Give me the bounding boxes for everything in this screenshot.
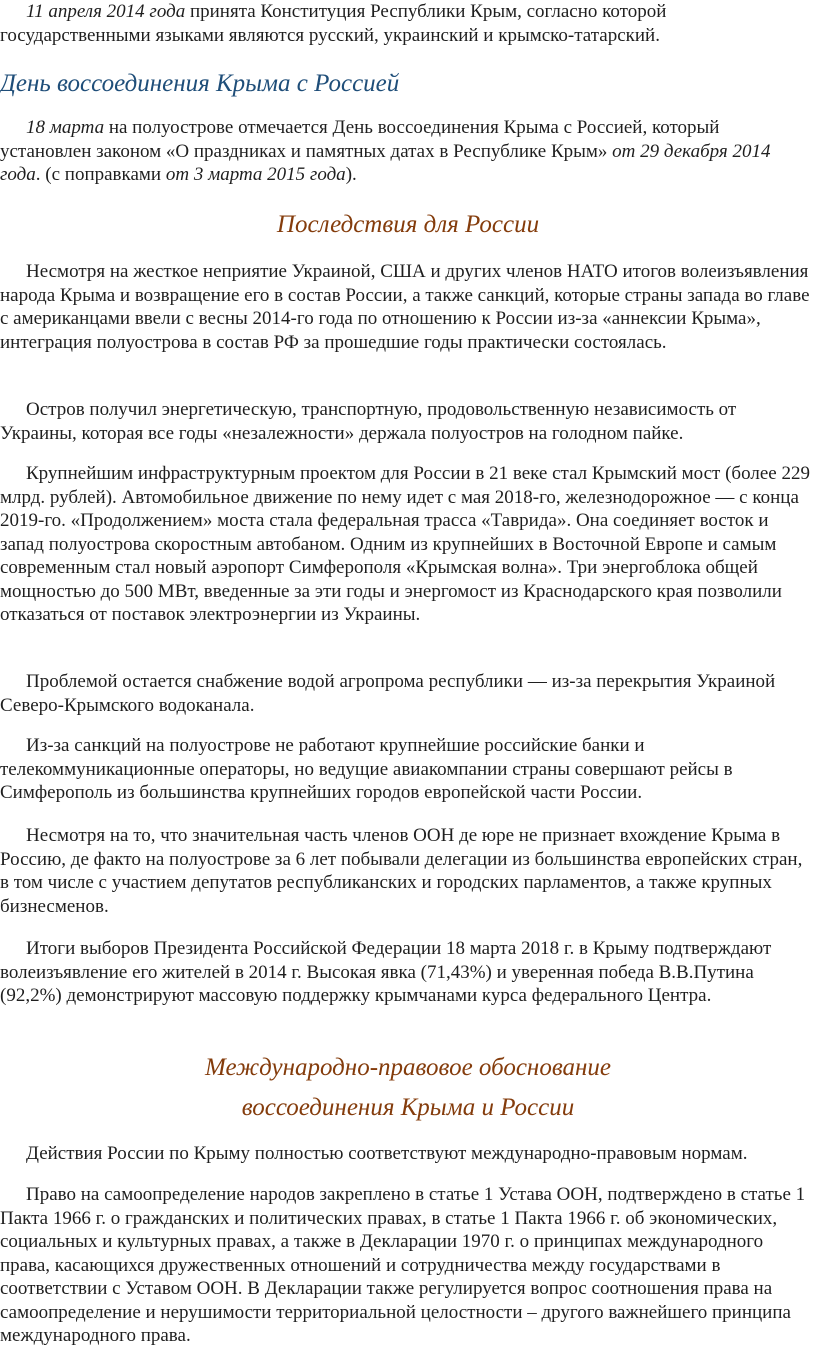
reunification-text-3: ). [345, 164, 357, 185]
reunification-date: 18 марта [26, 117, 105, 138]
reunification-paragraph [0, 116, 812, 187]
legal-paragraph-1: Действия России по Крыму полностью соответствуют международно-правовым нормам. [26, 1143, 748, 1164]
reunification-text-2: . (с поправками [35, 164, 166, 185]
consequences-paragraph-4: Проблемой остается снабжение водой агропрома республики — из-за перекрытия Украиной Северо-Крымского водоканала. [0, 671, 776, 716]
consequences-paragraph-6: Несмотря на то, что значительная часть членов ООН де юре не признает вхождение Крыма в Россию, де факто на полуострове за 6 лет побывали делегации из большинства европейских стран, в том числе с участием депутатов республиканских и городских парламентов, а также крупных бизнесменов. [0, 825, 803, 917]
amendment-date: от 3 марта 2015 года [165, 164, 346, 185]
consequences-paragraph-5: Из-за санкций на полуострове не работают крупнейшие российские банки и телекоммуникационные операторы, но ведущие авиакомпании страны совершают рейсы в Симферополь из большинства крупнейших городов европейской части России. [0, 735, 733, 803]
heading-reunification-day: День воссоединения Крыма с Россией [0, 70, 400, 97]
intro-paragraph [0, 0, 812, 47]
heading-consequences: Последствия для России [276, 211, 540, 238]
consequences-paragraph-3: Крупнейшим инфраструктурным проектом для России в 21 веке стал Крымский мост (более 229 млрд. рублей). Автомобильное движение по нему идет с мая 2018-го, железнодорожное — с конца 2019-го. «Продолжением» моста стала федеральная трасса «Таврида». Она соединяет восток и запад полуострова скоростным автобаном. Одним из крупнейших в Восточной Европе и самым современным стал новый аэропорт Симферополя «Крымская волна». Три энергоблока общей мощностью до 500 МВт, введенные за эти годы и энергомост из Краснодарского края позволили отказаться от поставок электроэнергии из Украины. [0, 463, 810, 625]
legal-paragraph-2: Право на самоопределение народов закреплено в статье 1 Устава ООН, подтверждено в статье 1 Пакта 1966 г. о гражданских и политических правах, в статье 1 Пакта 1966 г. об экономических, социальных и культурных правах, а также в Декларации 1970 г. о принципах международного права, касающихся дружественных отношений и сотрудничества между государствами в соответствии с Уставом ООН. В Декларации также регулируется вопрос соотношения права на самоопределение и нерушимости территориальной целостности – другого важнейшего принципа международного права. [0, 1184, 806, 1346]
law-date: от 29 декабря 2014 года [0, 140, 771, 185]
intro-date: 11 апреля 2014 года [26, 1, 186, 22]
consequences-paragraph-7: Итоги выборов Президента Российской Федерации 18 марта 2018 г. в Крыму подтверждают волеизъявление его жителей в 2014 г. Высокая явка (71,43%) и уверенная победа В.В.Путина (92,2%) демонстрируют массовую поддержку крымчанами курса федерального Центра. [0, 938, 772, 1006]
reunification-text-1: на полуострове отмечается День воссоединения Крыма с Россией, который установлен законом «О праздниках и памятных датах в Республике Крым» [0, 117, 720, 162]
consequences-paragraph-2: Остров получил энергетическую, транспортную, продовольственную независимость от Украины, которая все годы «незалежности» держала полуостров на голодном пайке. [0, 399, 737, 444]
heading-legal-basis-line-2: воссоединения Крыма и России [241, 1094, 575, 1121]
consequences-paragraph-1: Несмотря на жесткое неприятие Украиной, США и других членов НАТО итогов волеизъявления народа Крыма и возвращение его в состав России, а также санкций, которые страны запада во главе с американцами ввели с весны 2014-го года по отношению к России из-за «аннексии Крыма», интеграция полуострова в состав РФ за прошедшие годы практически состоялась. [0, 261, 810, 353]
intro-text: принята Конституция Республики Крым, согласно которой государственными языками являются русский, украинский и крымско-татарский. [0, 1, 667, 46]
heading-legal-basis-line-1: Международно-правовое обоснование [204, 1054, 612, 1081]
